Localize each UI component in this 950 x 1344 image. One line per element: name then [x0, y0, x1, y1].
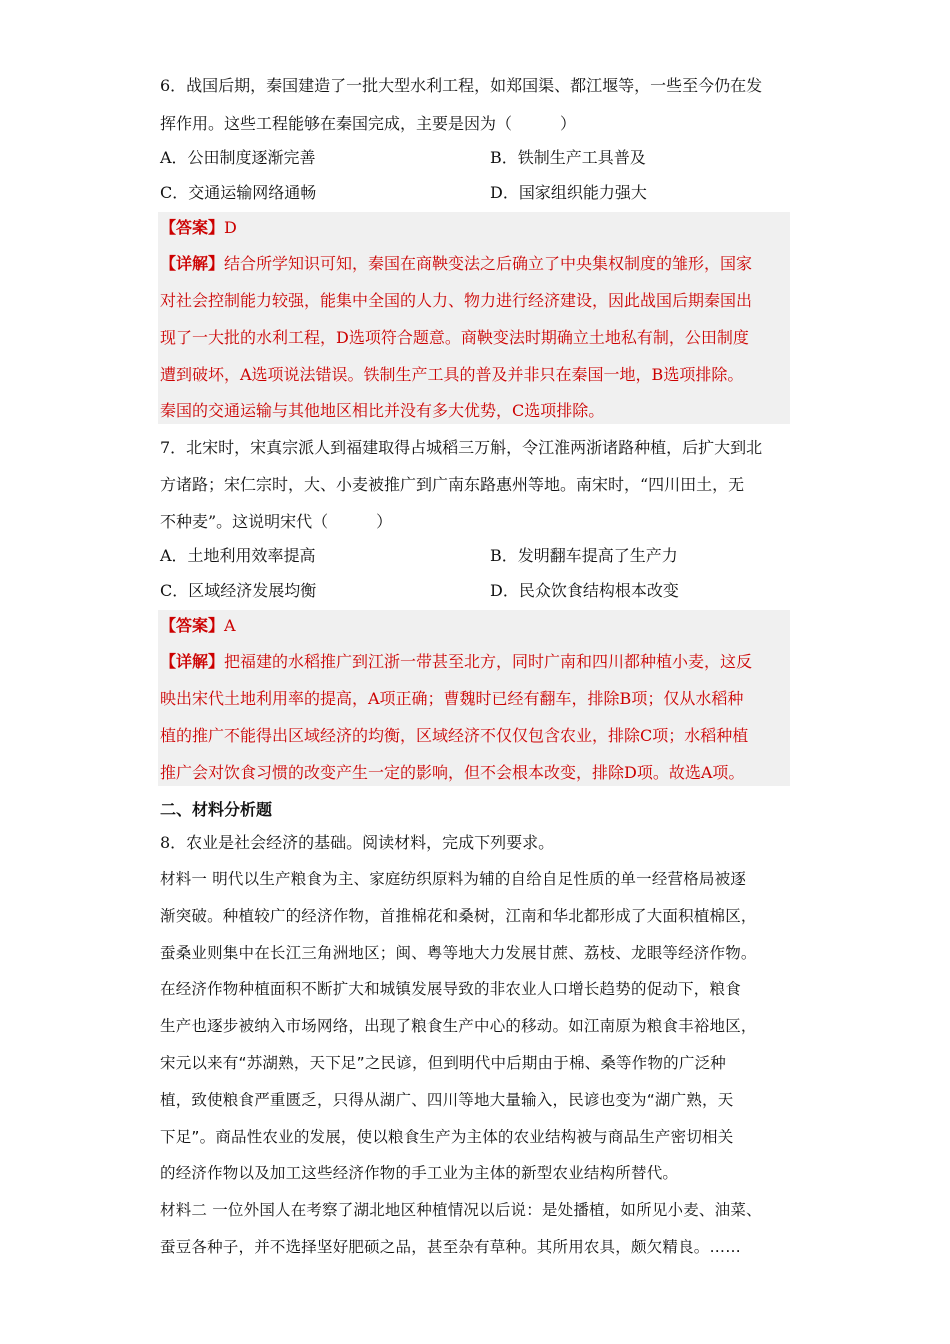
q6-stem-line-2: 挥作用。这些工程能够在秦国完成，主要是因为（ ） [160, 114, 577, 133]
q7-detail-line-4: 推广会对饮食习惯的改变产生一定的影响，但不会根本改变，排除D项。故选A项。 [160, 763, 745, 782]
q8-material1-line-2: 渐突破。种植较广的经济作物，首推棉花和桑树，江南和华北都形成了大面积植棉区， [160, 907, 757, 925]
q8-material1-line-1: 材料一 明代以生产粮食为主、家庭纺织原料为辅的自给自足性质的单一经营格局被逐 [160, 870, 747, 888]
q6-option-b: B．铁制生产工具普及 [490, 148, 646, 167]
q7-answer-value: A [224, 616, 236, 635]
q8-material1-line-9: 的经济作物以及加工这些经济作物的手工业为主体的新型农业结构所替代。 [160, 1164, 679, 1182]
q8-material2-line-1: 材料二 一位外国人在考察了湖北地区种植情况以后说：是处播植，如所见小麦、油菜、 [160, 1201, 762, 1219]
q8-material1-line-6: 宋元以来有“苏湖熟，天下足”之民谚，但到明代中后期由于棉、桑等作物的广泛种 [160, 1054, 726, 1072]
q6-answer [160, 218, 800, 238]
q6-detail-line-4: 遭到破坏，A选项说法错误。铁制生产工具的普及并非只在秦国一地，B选项排除。 [160, 365, 744, 384]
q7-detail-line-1 [160, 652, 800, 672]
q8-material1-line-7: 植，致使粮食严重匮乏，只得从湖广、四川等地大量输入，民谚也变为“湖广熟，天 [160, 1091, 734, 1109]
q8-material1-line-5: 生产也逐步被纳入市场网络，出现了粮食生产中心的移动。如江南原为粮食丰裕地区， [160, 1017, 757, 1035]
q6-answer-value: D [224, 218, 237, 237]
q6-answer-tag: 【答案】 [160, 218, 225, 237]
q7-stem-line-3: 不种麦”。这说明宋代（ ） [160, 512, 393, 531]
q7-option-c: C．区域经济发展均衡 [160, 581, 317, 600]
q6-option-a: A．公田制度逐渐完善 [160, 148, 316, 167]
q7-detail-text-1: 把福建的水稻推广到江浙一带甚至北方，同时广南和四川都种植小麦，这反 [224, 652, 753, 671]
q7-stem-line-2: 方诸路；宋仁宗时，大、小麦被推广到广南东路惠州等地。南宋时，“四川田土，无 [160, 475, 745, 494]
q6-detail-line-1 [160, 254, 800, 274]
q8-material1-line-8: 下足”。商品性农业的发展，使以粮食生产为主体的农业结构被与商品生产密切相关 [160, 1128, 734, 1146]
q6-option-c: C．交通运输网络通畅 [160, 183, 317, 202]
q7-answer-tag: 【答案】 [160, 616, 225, 635]
q6-stem-line-1: 6．战国后期，秦国建造了一批大型水利工程，如郑国渠、都江堰等，一些至今仍在发 [160, 76, 763, 95]
q8-stem: 8．农业是社会经济的基础。阅读材料，完成下列要求。 [160, 833, 555, 852]
q8-material1-line-3: 蚕桑业则集中在长江三角洲地区；闽、粤等地大力发展甘蔗、荔枝、龙眼等经济作物。 [160, 944, 757, 962]
q7-option-b: B．发明翻车提高了生产力 [490, 546, 678, 565]
q7-stem-line-1: 7．北宋时，宋真宗派人到福建取得占城稻三万斛，令江淮两浙诸路种植，后扩大到北 [160, 438, 763, 457]
q7-answer [160, 616, 800, 636]
q6-detail-line-3: 现了一大批的水利工程，D选项符合题意。商鞅变法时期确立土地私有制，公田制度 [160, 328, 749, 347]
q6-detail-line-2: 对社会控制能力较强，能集中全国的人力、物力进行经济建设，因此战国后期秦国出 [160, 291, 753, 310]
q6-answer-box [158, 212, 790, 424]
q6-option-d: D．国家组织能力强大 [490, 183, 647, 202]
q8-material2-line-2: 蚕豆各种子，并不选择坚好肥硕之品，甚至杂有草种。其所用农具，颇欠精良。…… [160, 1238, 741, 1256]
q7-option-a: A．土地利用效率提高 [160, 546, 316, 565]
q8-material1-line-4: 在经济作物种植面积不断扩大和城镇发展导致的非农业人口增长趋势的促动下，粮食 [160, 980, 741, 998]
q6-detail-line-5: 秦国的交通运输与其他地区相比并没有多大优势，C选项排除。 [160, 401, 605, 420]
q7-detail-line-2: 映出宋代土地利用率的提高，A项正确；曹魏时已经有翻车，排除B项；仅从水稻种 [160, 689, 744, 708]
q7-detail-line-3: 植的推广不能得出区域经济的均衡，区域经济不仅仅包含农业，排除C项；水稻种植 [160, 726, 749, 745]
q6-detail-text-1: 结合所学知识可知，秦国在商鞅变法之后确立了中央集权制度的雏形，国家 [224, 254, 753, 273]
q7-option-d: D．民众饮食结构根本改变 [490, 581, 679, 600]
q7-detail-tag: 【详解】 [160, 652, 225, 671]
section-2-title: 二、材料分析题 [160, 800, 273, 819]
q6-detail-tag: 【详解】 [160, 254, 225, 273]
